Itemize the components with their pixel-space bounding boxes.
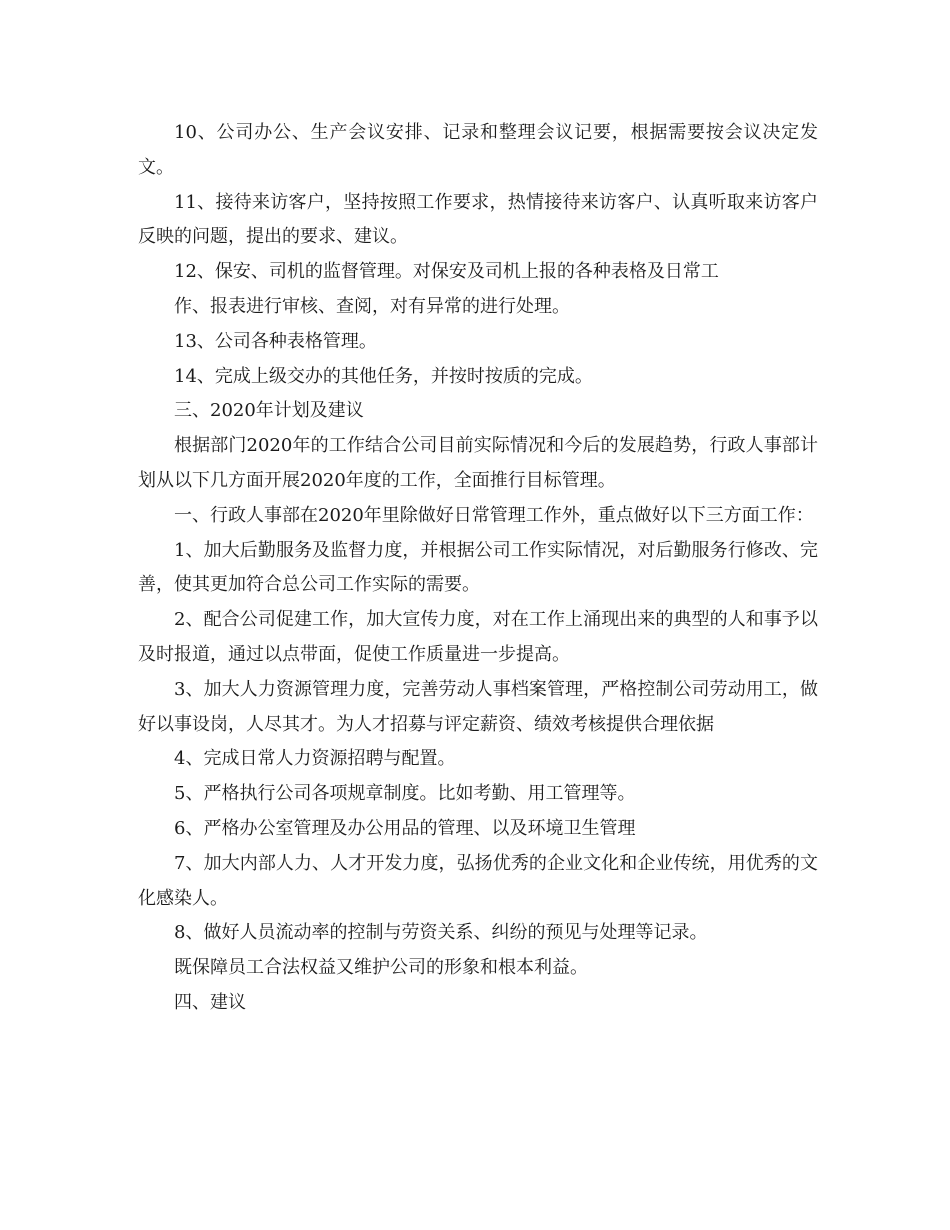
paragraph: 10、公司办公、生产会议安排、记录和整理会议记要，根据需要按会议决定发文。	[138, 122, 818, 178]
section-heading: 四、建议	[174, 991, 246, 1013]
paragraph: 13、公司各种表格管理。	[174, 330, 377, 352]
paragraph: 11、接待来访客户，坚持按照工作要求，热情接待来访客户、认真听取来访客户反映的问题，提出的要求、建议。	[138, 191, 818, 248]
paragraph: 一、行政人事部在2020年里除做好日常管理工作外，重点做好以下三方面工作：	[174, 504, 814, 526]
paragraph: 5、严格执行公司各项规章制度。比如考勤、用工管理等。	[174, 783, 636, 805]
paragraph: 根据部门2020年的工作结合公司目前实际情况和今后的发展趋势，行政人事部计划从以下几方面开展2020年度的工作，全面推行目标管理。	[138, 435, 818, 491]
paragraph: 2、配合公司促建工作，加大宣传力度，对在工作上涌现出来的典型的人和事予以及时报道，通过以点带面，促使工作质量进一步提高。	[138, 609, 818, 665]
section-heading: 三、2020年计划及建议	[174, 400, 364, 422]
paragraph: 8、做好人员流动率的控制与劳资关系、纠纷的预见与处理等记录。	[174, 922, 708, 944]
paragraph: 6、严格办公室管理及办公用品的管理、以及环境卫生管理	[174, 817, 636, 839]
paragraph: 作、报表进行审核、查阅，对有异常的进行处理。	[174, 295, 570, 317]
paragraph: 1、加大后勤服务及监督力度，并根据公司工作实际情况，对后勤服务行修改、完善，使其更加符合总公司工作实际的需要。	[138, 539, 818, 596]
paragraph: 12、保安、司机的监督管理。对保安及司机上报的各种表格及日常工	[174, 261, 719, 283]
document-body	[138, 116, 818, 1021]
paragraph: 3、加大人力资源管理力度，完善劳动人事档案管理，严格控制公司劳动用工，做好以事设岗，人尽其才。为人才招募与评定薪资、绩效考核提供合理依据	[138, 678, 818, 735]
paragraph: 14、完成上级交办的其他任务，并按时按质的完成。	[174, 365, 593, 387]
paragraph: 4、完成日常人力资源招聘与配置。	[174, 748, 456, 770]
paragraph: 既保障员工合法权益又维护公司的形象和根本利益。	[174, 957, 588, 979]
paragraph: 7、加大内部人力、人才开发力度，弘扬优秀的企业文化和企业传统，用优秀的文化感染人。	[138, 852, 818, 909]
